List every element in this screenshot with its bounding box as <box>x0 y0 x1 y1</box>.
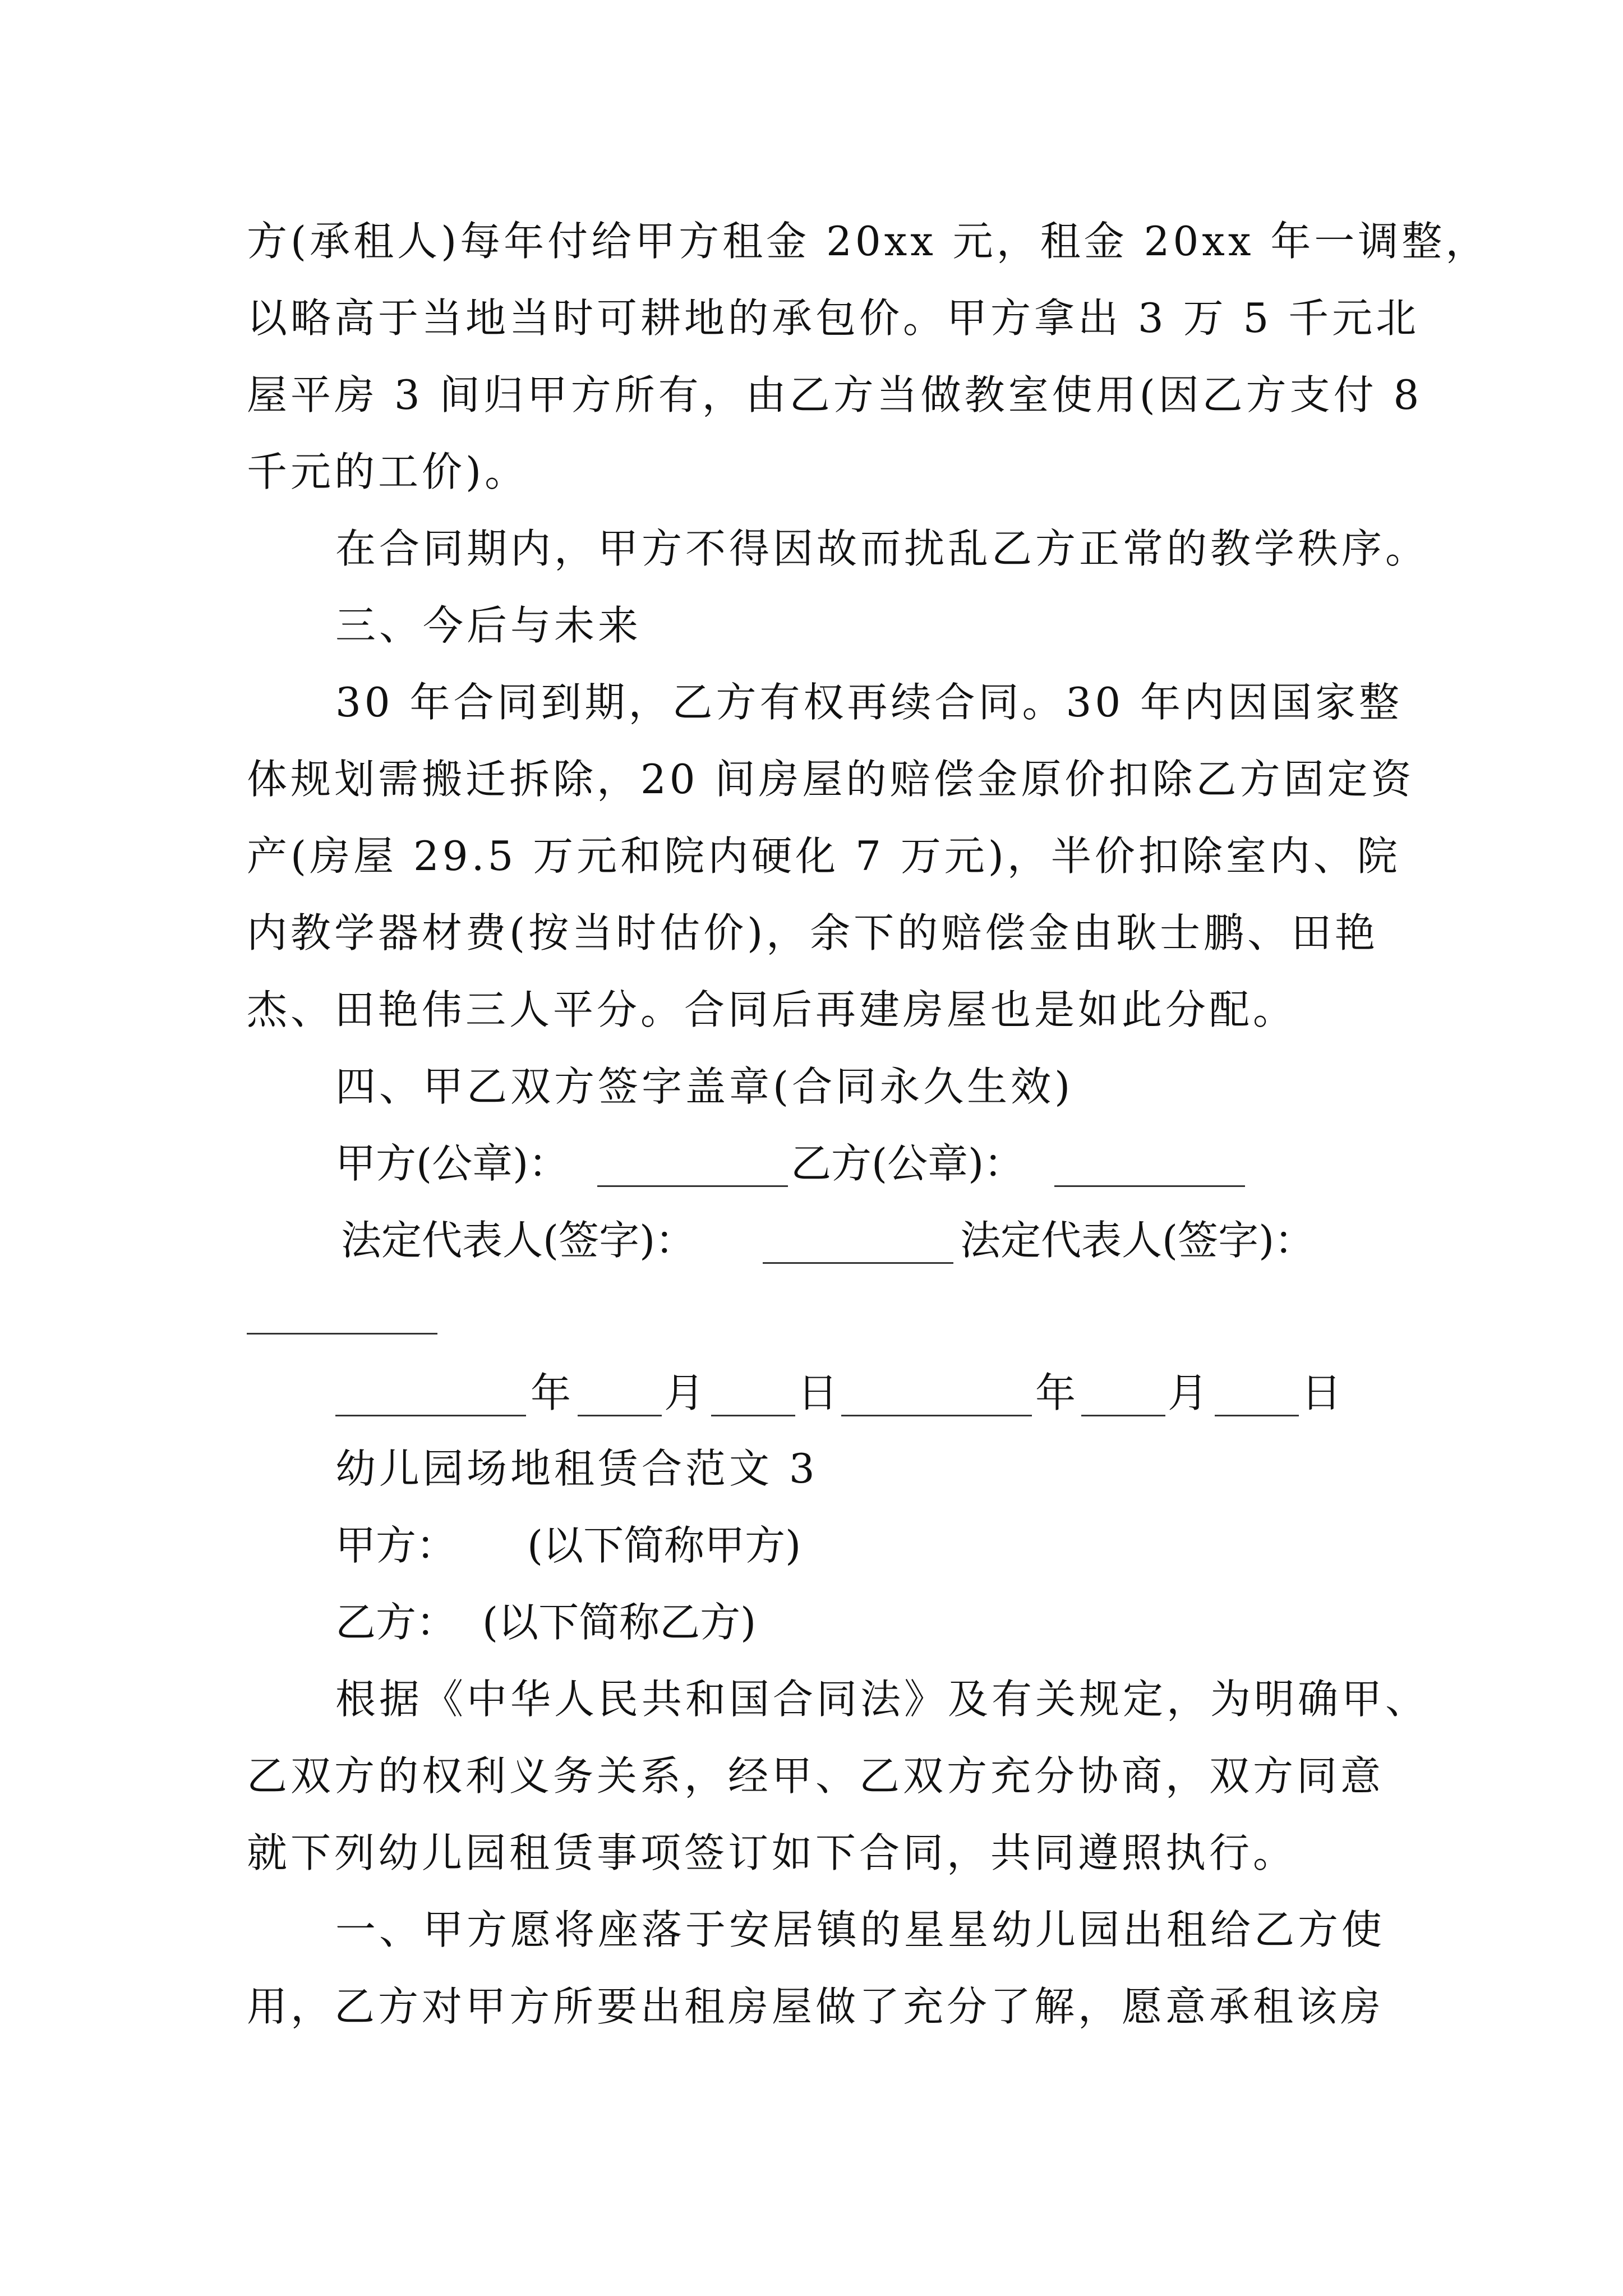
party-b-note: (以下简称乙方) <box>482 1599 757 1646</box>
paragraph-line: 30 年合同到期，乙方有权再续合同。30 年内因国家整 <box>335 679 1403 726</box>
date-b-day-blank <box>1215 1415 1299 1416</box>
paragraph-line: 杰、田艳伟三人平分。合同后再建房屋也是如此分配。 <box>247 986 1297 1033</box>
date-a-day: 日 <box>797 1369 838 1416</box>
date-b-year: 年 <box>1035 1369 1076 1416</box>
paragraph-line: 在合同期内，甲方不得因故而扰乱乙方正常的教学秩序。 <box>335 525 1430 572</box>
paragraph-line: 以略高于当地当时可耕地的承包价。甲方拿出 3 万 5 千元北 <box>247 295 1420 342</box>
date-a-year: 年 <box>531 1369 571 1416</box>
date-a-month-blank <box>578 1415 662 1416</box>
paragraph-line: 产(房屋 29.5 万元和院内硬化 7 万元)，半价扣除室内、院 <box>247 832 1401 880</box>
paragraph-line: 方(承租人)每年付给甲方租金 20xx 元，租金 20xx 年一调整， <box>247 218 1490 265</box>
party-b-label: 乙方： <box>335 1599 457 1646</box>
sample-title: 幼儿园场地租赁合范文 3 <box>335 1445 818 1492</box>
date-a-day-blank <box>711 1415 795 1416</box>
party-a-seal-blank <box>597 1185 788 1187</box>
party-a-note: (以下简称甲方) <box>527 1522 801 1569</box>
paragraph-line: 根据《中华人民共和国合同法》及有关规定，为明确甲、 <box>335 1676 1430 1723</box>
date-b-year-blank <box>841 1415 1032 1416</box>
date-a-year-blank <box>335 1415 526 1416</box>
paragraph-line: 就下列幼儿园租赁事项签订如下合同，共同遵照执行。 <box>247 1829 1297 1876</box>
rep-b-label: 法定代表人(签字)： <box>960 1217 1315 1264</box>
paragraph-line: 体规划需搬迁拆除，20 间房屋的赔偿金原价扣除乙方固定资 <box>247 756 1415 803</box>
date-b-day: 日 <box>1301 1369 1342 1416</box>
section-heading: 四、甲乙双方签字盖章(合同永久生效) <box>335 1063 1074 1110</box>
date-b-month-blank <box>1081 1415 1165 1416</box>
party-a-seal-label: 甲方(公章)： <box>335 1140 569 1187</box>
paragraph-line: 一、甲方愿将座落于安居镇的星星幼儿园出租给乙方使 <box>335 1906 1386 1953</box>
date-a-month: 月 <box>664 1369 705 1416</box>
paragraph-line: 千元的工价)。 <box>247 448 529 495</box>
party-b-seal-label: 乙方(公章)： <box>791 1140 1025 1187</box>
rep-a-blank <box>763 1262 953 1264</box>
party-a-label: 甲方： <box>335 1522 457 1569</box>
party-b-seal-blank <box>1054 1185 1245 1187</box>
paragraph-line: 屋平房 3 间归甲方所有，由乙方当做教室使用(因乙方支付 8 <box>247 371 1423 418</box>
paragraph-line: 内教学器材费(按当时估价)，余下的赔偿金由耿士鹏、田艳 <box>247 909 1379 956</box>
rep-b-blank <box>247 1333 437 1335</box>
paragraph-line: 用，乙方对甲方所要出租房屋做了充分了解，愿意承租该房 <box>247 1983 1385 2030</box>
rep-a-label: 法定代表人(签字)： <box>341 1217 696 1264</box>
paragraph-line: 乙双方的权利义务关系，经甲、乙双方充分协商，双方同意 <box>247 1752 1385 1800</box>
date-b-month: 月 <box>1168 1369 1209 1416</box>
section-heading: 三、今后与未来 <box>335 602 642 649</box>
